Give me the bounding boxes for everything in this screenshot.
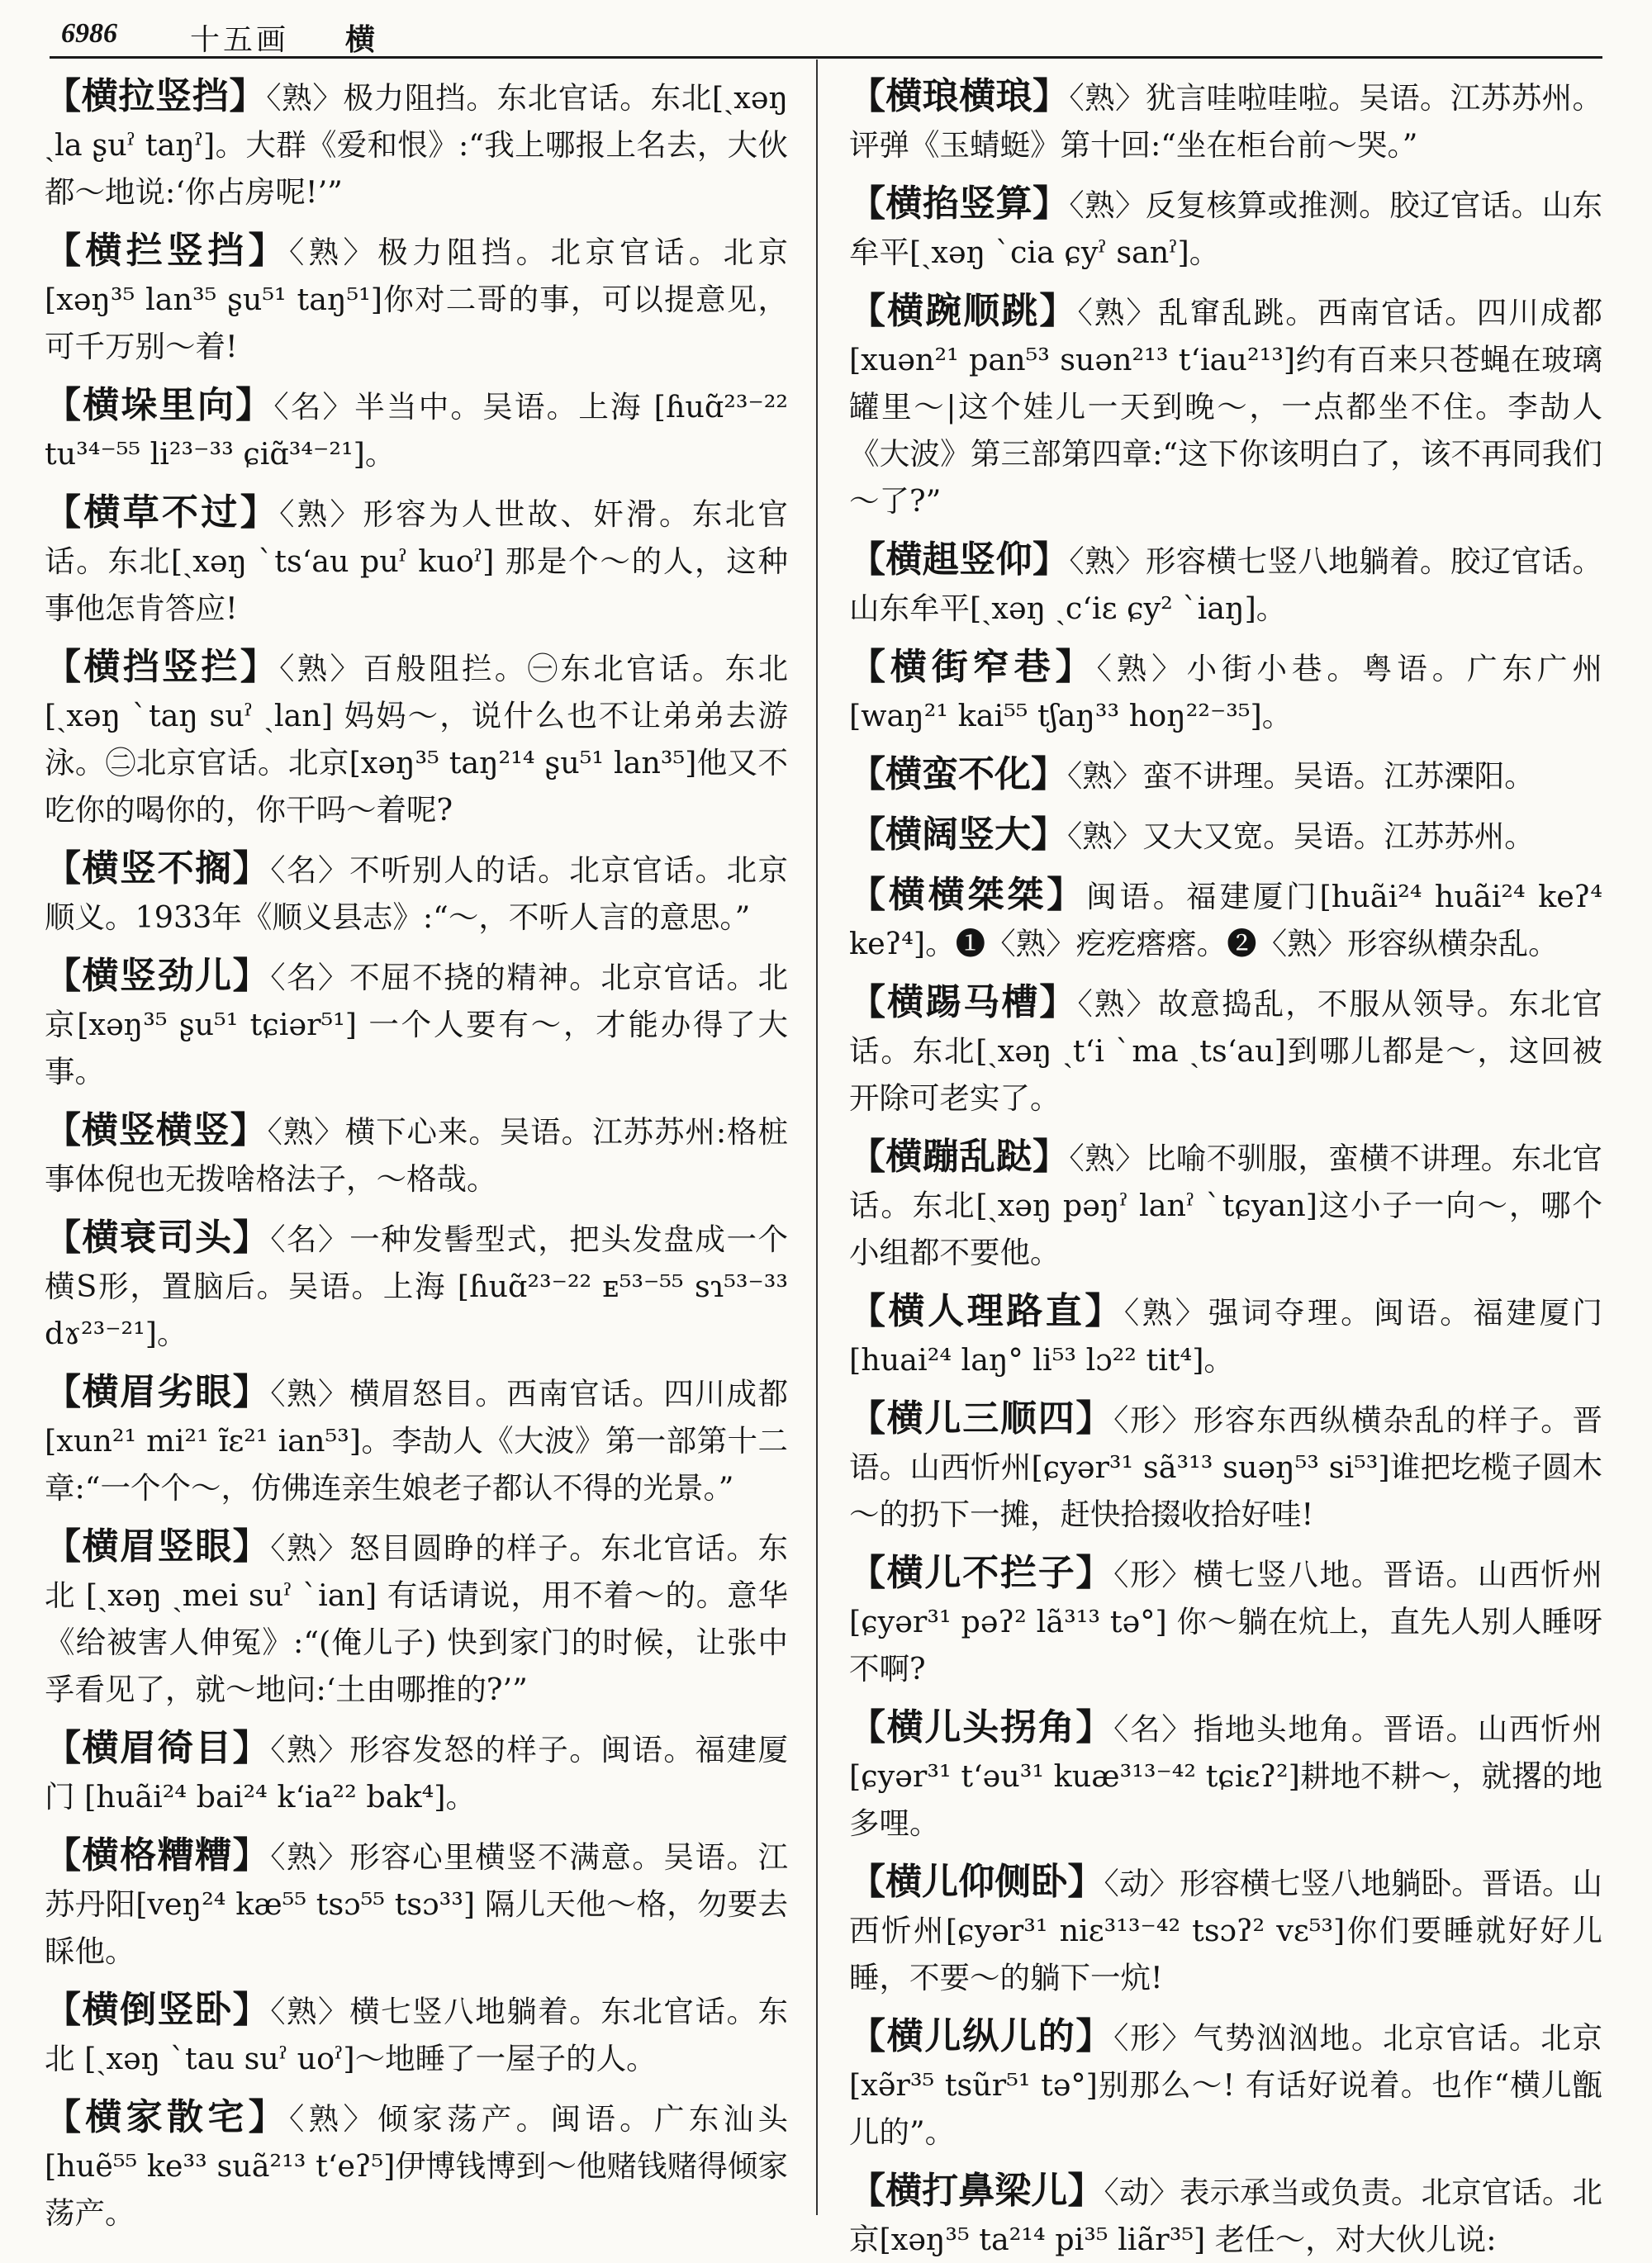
dictionary-entry	[45, 1986, 788, 2082]
left-column	[45, 73, 789, 2231]
dictionary-entry	[45, 845, 788, 941]
dictionary-entry	[849, 1395, 1602, 1538]
dictionary-entry	[45, 1107, 788, 1203]
entry-headword: 【横人理路直】	[849, 1290, 1124, 1332]
entry-definition: 〈熟〉形容心里横竖不满意。吴语。江苏丹阳[veŋ²⁴ kæ⁵⁵ tsɔ⁵⁵ tsɔ³³] 隔儿天他～格，勿要去睬他。	[45, 1839, 789, 1969]
page-number: 6986	[61, 18, 117, 49]
entry-definition: 闽语。福建厦门[huãi²⁴ huãi²⁴ keʔ⁴ keʔ⁴]。❶〈熟〉疙疙瘩瘩。❷〈熟〉形容纵横杂乱。	[849, 879, 1603, 961]
entry-definition: 〈熟〉极力阻挡。东北官话。东北[ˏxəŋ ˏla ʂuˀ taŋˀ]。大群《爱和恨》:“我上哪报上名去，大伙都～地说:‘你占房呢!’”	[45, 80, 788, 210]
entry-definition: 〈熟〉乱窜乱跳。西南官话。四川成都 [xuən²¹ pan⁵³ suən²¹³ tʻiau²¹³]约有百来只苍蝇在玻璃罐里～|这个娃儿一天到晚～，一点都坐不住。李劼人《大波》第三部第四章:“这下你该明白了，该不再同我们～了?”	[849, 295, 1603, 519]
page-header	[50, 13, 1602, 59]
entry-definition: 〈名〉不屈不挠的精神。北京官话。北京[xəŋ³⁵ ʂu⁵¹ tɕiər⁵¹] 一个人要有～，才能办得了大事。	[45, 960, 789, 1089]
dictionary-entry	[849, 180, 1602, 276]
entry-headword: 【横格糟糟】	[45, 1834, 271, 1876]
entry-definition: 〈名〉半当中。吴语。上海 [ɦuɑ̃²³⁻²² tu³⁴⁻⁵⁵ li²³⁻³³ ɕiɑ̃³⁴⁻²¹]。	[45, 389, 788, 472]
entry-definition: 〈名〉一种发髻型式，把头发盘成一个横S形，置脑后。吴语。上海 [ɦuɑ̃²³⁻²² ᴇ⁵³⁻⁵⁵ sɿ⁵³⁻³³ dɤ²³⁻²¹]。	[45, 1222, 789, 1351]
entry-definition: 〈熟〉反复核算或推测。胶辽官话。山东牟平[ˏxəŋ ˋcia ɕyˀ sanˀ]。	[849, 187, 1603, 270]
dictionary-entry	[849, 2013, 1602, 2156]
entry-headword: 【横竖不搁】	[45, 847, 271, 890]
dictionary-entry	[849, 871, 1602, 967]
dictionary-entry	[849, 73, 1602, 168]
entry-headword: 【横踠顺跳】	[849, 290, 1078, 332]
entry-headword: 【横趄竖仰】	[849, 538, 1070, 581]
entry-headword: 【横蛮不化】	[849, 753, 1067, 795]
entry-headword: 【横竖劲儿】	[45, 955, 271, 997]
entry-definition: 〈熟〉怒目圆睁的样子。东北官话。东北 [ˏxəŋ ˏmei suˀ ˋian] 有话请说，用不着～的。意华《给被害人伸冤》:“(俺儿子) 快到家门的时候，让张中孚看见了，就～地问:‘土由哪推的?’”	[45, 1530, 789, 1707]
entry-headword: 【横眉劣眼】	[45, 1371, 271, 1413]
dictionary-entry	[849, 751, 1602, 799]
entry-definition: 〈名〉指地头地角。晋语。山西忻州 [ɕyər³¹ tʻəu³¹ kuæ³¹³⁻⁴² tɕiɛʔ²]耕地不耕～，就撂的地多哩。	[849, 1711, 1603, 1841]
dictionary-entry	[849, 2167, 1602, 2263]
entry-headword: 【横草不过】	[45, 491, 280, 534]
dictionary-entry	[45, 1523, 788, 1713]
entry-headword: 【横儿不拦子】	[849, 1552, 1114, 1594]
column-divider	[816, 59, 818, 2215]
entry-definition: 〈熟〉横眉怒目。西南官话。四川成都 [xun²¹ mi²¹ ɪ̃ɛ²¹ ian⁵³]。李劼人《大波》第一部第十二章:“一个个～，仿佛连亲生娘老子都认不得的光景。”	[45, 1376, 789, 1506]
entry-definition: 〈熟〉百般阻拦。㊀东北官话。东北 [ˏxəŋ ˋtaŋ suˀ ˏlan] 妈妈～，说什么也不让弟弟去游泳。㊁北京官话。北京[xəŋ³⁵ taŋ²¹⁴ ʂu⁵¹ lan³⁵]他又不吃你的喝你的，你干吗～着呢?	[45, 651, 789, 828]
entry-definition: 〈熟〉倾家荡产。闽语。广东汕头[huẽ⁵⁵ ke³³ suã²¹³ tʻeʔ⁵]伊博钱博到～他赌钱赌得倾家荡产。	[45, 2101, 789, 2231]
dictionary-entry	[849, 979, 1602, 1122]
entry-headword: 【横踢马槽】	[849, 981, 1078, 1023]
stroke-count: 十五画	[190, 23, 290, 57]
entry-headword: 【横掐竖算】	[849, 183, 1070, 225]
entry-definition: 〈动〉表示承当或负责。北京官话。北京[xəŋ³⁵ ta²¹⁴ pi³⁵ liãr³⁵] 老任～，对大伙儿说:	[849, 2175, 1603, 2257]
dictionary-entry	[45, 643, 788, 833]
dictionary-entry	[849, 1858, 1602, 2001]
index-character: 横	[345, 22, 376, 57]
entry-headword: 【横拉竖挡】	[45, 75, 267, 117]
dictionary-entry	[45, 227, 788, 370]
entry-definition: 〈熟〉蛮不讲理。吴语。江苏溧阳。	[1067, 758, 1535, 794]
entry-definition: 〈熟〉故意捣乱，不服从领导。东北官话。东北[ˏxəŋ ˏtʻi ˋma ˏtsʻau]到哪儿都是～，这回被开除可老实了。	[849, 986, 1603, 1116]
entry-definition: 〈熟〉又大又宽。吴语。江苏苏州。	[1067, 818, 1535, 854]
dictionary-entry	[45, 1369, 788, 1511]
dictionary-entry	[45, 1832, 788, 1975]
entry-headword: 【横儿头拐角】	[849, 1706, 1114, 1748]
entry-definition: 〈形〉气势汹汹地。北京官话。北京 [xə̃r³⁵ tsũr⁵¹ tə°]别那么～! 有话好说着。也作“横儿甑儿的”。	[849, 2020, 1603, 2150]
dictionary-entry	[849, 1288, 1602, 1383]
entry-headword: 【横衰司头】	[45, 1217, 271, 1259]
entry-headword: 【横蹦乱跶】	[849, 1136, 1070, 1178]
entry-definition: 〈熟〉形容发怒的样子。闽语。福建厦门 [huãi²⁴ bai²⁴ kʻia²² bak⁴]。	[45, 1732, 789, 1815]
entry-definition: 〈熟〉形容横七竖八地躺着。胶辽官话。山东牟平[ˏxəŋ ˏcʻiɛ ɕy² ˋiaŋ]。	[849, 543, 1603, 626]
entry-headword: 【横儿三顺四】	[849, 1397, 1114, 1440]
entry-definition: 〈熟〉强词夺理。闽语。福建厦门 [huai²⁴ laŋ° li⁵³ lɔ²² tit⁴]。	[849, 1295, 1603, 1378]
entry-headword: 【横琅横琅】	[849, 75, 1070, 117]
entry-definition: 〈熟〉比喻不驯服，蛮横不讲理。东北官话。东北[ˏxəŋ pəŋˀ lanˀ ˋtɕyan]这小子一向～，哪个小组都不要他。	[849, 1141, 1603, 1270]
entry-definition: 〈熟〉犹言哇啦哇啦。吴语。江苏苏州。评弹《玉蜻蜓》第十回:“坐在柜台前～哭。”	[849, 80, 1603, 163]
entry-headword: 【横竖横竖】	[45, 1109, 268, 1151]
entry-definition: 〈动〉形容横七竖八地躺卧。晋语。山西忻州[ɕyər³¹ niɛ³¹³⁻⁴² tsɔʔ² vɛ⁵³]你们要睡就好好儿睡，不要～的躺下一炕!	[849, 1866, 1603, 1995]
entry-headword: 【横家散宅】	[45, 2096, 290, 2138]
dictionary-entry	[45, 2094, 788, 2237]
dictionary-entry	[45, 489, 788, 632]
entry-headword: 【横打鼻梁儿】	[849, 2170, 1104, 2212]
dictionary-entry	[45, 73, 788, 216]
entry-definition: 〈熟〉横七竖八地躺着。东北官话。东北 [ˏxəŋ ˋtau suˀ uoˀ]～地睡了一屋子的人。	[45, 1994, 789, 2076]
entry-definition: 〈熟〉小街小巷。粤语。广东广州 [waŋ²¹ kai⁵⁵ tʃaŋ³³ hoŋ²²⁻³⁵]。	[849, 651, 1602, 733]
dictionary-entry	[45, 1214, 788, 1357]
entry-headword: 【横阔竖大】	[849, 814, 1067, 856]
entry-headword: 【横倒竖卧】	[45, 1989, 271, 2031]
entry-headword: 【横眉竖眼】	[45, 1525, 271, 1568]
right-column	[849, 73, 1603, 2257]
entry-headword: 【横垛里向】	[45, 384, 274, 426]
entry-definition: 〈熟〉极力阻挡。北京官话。北京[xəŋ³⁵ lan³⁵ ʂu⁵¹ taŋ⁵¹]你对二哥的事，可以提意见，可千万别～着!	[45, 235, 789, 364]
entry-definition: 〈熟〉横下心来。吴语。江苏苏州:格桩事体倪也无拨啥格法子，～格哉。	[45, 1114, 788, 1197]
dictionary-entry	[849, 1133, 1602, 1276]
entry-headword: 【横拦竖挡】	[45, 230, 290, 272]
dictionary-entry	[849, 287, 1602, 524]
dictionary-entry	[45, 1725, 788, 1820]
entry-definition: 〈形〉横七竖八地。晋语。山西忻州 [ɕyər³¹ pəʔ² lã³¹³ tə°] 你～躺在炕上，直先人别人睡呀不啊?	[849, 1557, 1603, 1687]
entry-definition: 〈形〉形容东西纵横杂乱的样子。晋语。山西忻州[ɕyər³¹ sã³¹³ suəŋ⁵³ si⁵³]谁把圪榄子圆木～的扔下一摊，赶快拾掇收拾好哇!	[849, 1402, 1603, 1532]
dictionary-entry	[45, 382, 788, 477]
entry-headword: 【横儿纵儿的】	[849, 2015, 1114, 2057]
dictionary-entry	[849, 1704, 1602, 1847]
entry-headword: 【横街窄巷】	[849, 646, 1097, 688]
entry-headword: 【横横桀桀】	[849, 874, 1087, 916]
entry-headword: 【横挡竖拦】	[45, 646, 280, 688]
dictionary-entry	[45, 952, 788, 1095]
dictionary-entry	[849, 811, 1602, 860]
dictionary-entry	[849, 536, 1602, 632]
entry-definition: 〈熟〉形容为人世故、奸滑。东北官话。东北[ˏxəŋ ˋtsʻau puˀ kuoˀ] 那是个～的人，这种事他怎肯答应!	[45, 496, 789, 626]
entry-headword: 【横儿仰侧卧】	[849, 1861, 1104, 1903]
dictionary-entry	[849, 643, 1602, 739]
entry-definition: 〈名〉不听别人的话。北京官话。北京顺义。1933年《顺义县志》:“～，不听人言的意思。”	[45, 852, 789, 935]
dictionary-entry	[849, 1549, 1602, 1692]
entry-headword: 【横眉徛目】	[45, 1727, 271, 1769]
